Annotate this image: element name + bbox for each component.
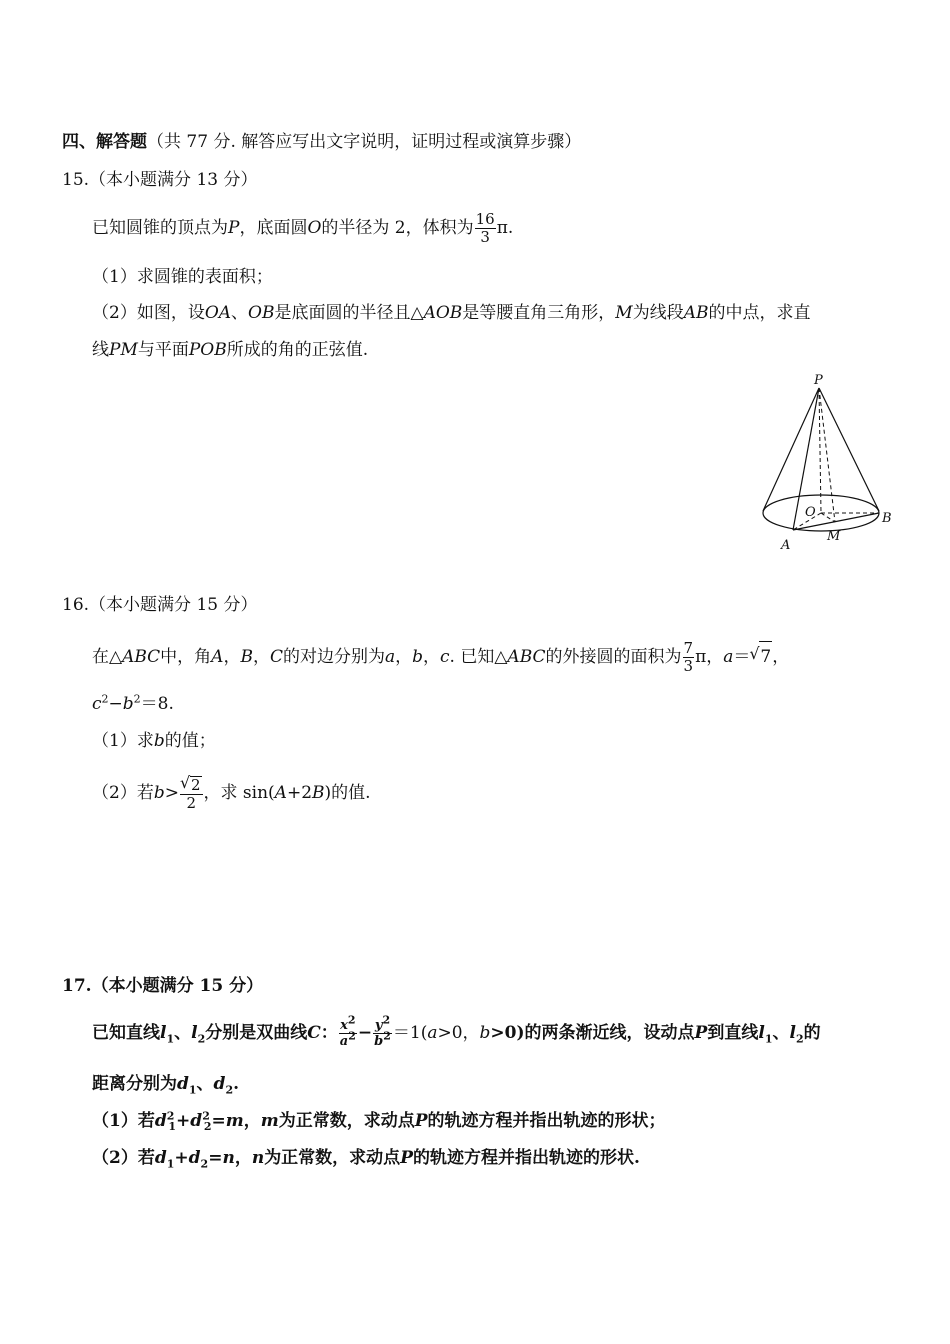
problem-score: （本小题满分 15 分） (89, 595, 258, 615)
var-d: d (154, 1148, 167, 1168)
text: +2 (286, 783, 313, 803)
text: 是等腰直角三角形， (462, 303, 616, 323)
radicand: 2 (190, 775, 201, 794)
text: ， (252, 647, 270, 667)
var-A: A (274, 783, 287, 803)
var-b: b (153, 731, 165, 751)
var-AB: AB (683, 303, 709, 323)
text: 的轨迹方程并指出轨迹的形状； (427, 1111, 666, 1131)
segment-PM (819, 388, 835, 522)
text: 、 (174, 1023, 192, 1043)
text: 、 (772, 1023, 790, 1043)
text: 的中点，求直 (708, 303, 811, 323)
var-C: C (307, 1023, 321, 1043)
var-P: P (414, 1111, 428, 1131)
problem-15-q2-line1 (92, 302, 810, 324)
text: π. (496, 218, 514, 238)
var-O: O (307, 218, 322, 238)
text: 所成的角的正弦值. (226, 340, 369, 360)
text: 中，角 (160, 647, 212, 667)
problem-16-q2 (92, 775, 371, 812)
label-O: O (805, 505, 816, 520)
var-a: a (723, 647, 734, 667)
var-y: y (374, 1018, 383, 1033)
problem-17-header (62, 975, 263, 997)
label-B: B (882, 511, 892, 526)
sqrt-7 (750, 641, 772, 672)
subscript: 1 (168, 1120, 177, 1134)
text: ， (423, 647, 440, 667)
var-l: l (789, 1023, 796, 1043)
text: 到直线 (707, 1023, 759, 1043)
var-P: P (228, 218, 240, 238)
text: + (176, 1111, 191, 1131)
problem-16-stem-line1 (92, 640, 789, 675)
problem-number: 15. (62, 170, 90, 190)
x2-over-a2 (339, 1013, 357, 1049)
text: ＝1( (392, 1023, 428, 1043)
text: （1）求圆锥的表面积； (92, 267, 273, 287)
area-fraction (683, 640, 695, 675)
exponent: 2 (347, 1013, 356, 1027)
cone-figure (745, 370, 905, 555)
text: + (174, 1148, 189, 1168)
text: ， (234, 1148, 252, 1168)
var-m: m (260, 1111, 279, 1131)
text: 为正常数，求动点 (278, 1111, 415, 1131)
var-B: B (312, 783, 325, 803)
text: ＝8. (140, 694, 174, 714)
section-title: 四、解答题 (62, 132, 147, 152)
var-m: m (225, 1111, 244, 1131)
text: （2）若 (92, 783, 154, 803)
text: 距离分别为 (92, 1074, 177, 1094)
text: 为正常数，求动点 (264, 1148, 401, 1168)
label-A: A (781, 538, 791, 553)
text: 、 (196, 1074, 214, 1094)
text: ： (320, 1023, 338, 1043)
text: （1）求 (92, 731, 154, 751)
var-b: b (153, 783, 165, 803)
var-c: c (440, 647, 450, 667)
problem-score: （本小题满分 13 分） (89, 170, 258, 190)
var-d: d (213, 1074, 226, 1094)
problem-number: 17. (62, 976, 92, 996)
segment-OM (821, 513, 835, 522)
var-n: n (222, 1148, 235, 1168)
var-d: d (190, 1111, 203, 1131)
frac-den (373, 1029, 392, 1049)
var-P: P (400, 1148, 413, 1168)
subscript: 1 (166, 1157, 175, 1171)
frac-den: 2 (180, 794, 203, 812)
problem-16-header (62, 594, 258, 616)
var-n: n (251, 1148, 265, 1168)
text: π， (695, 647, 724, 667)
var-d: d (177, 1074, 189, 1094)
radicand: 7 (759, 641, 772, 672)
text: 的对边分别为 (282, 647, 385, 667)
text: 已知直线 (92, 1023, 160, 1043)
problem-15-stem (92, 211, 513, 246)
text: ， (772, 647, 790, 667)
generatrix-left (763, 388, 819, 511)
text: 、 (231, 303, 249, 323)
volume-fraction (475, 211, 496, 246)
problem-score: （本小题满分 15 分） (91, 976, 264, 996)
var-x: x (340, 1018, 348, 1033)
text: . 已知△ (449, 647, 508, 667)
frac-den (339, 1029, 357, 1049)
frac-num: 16 (475, 210, 495, 228)
var-AOB: AOB (423, 303, 463, 323)
text: ，底面圆 (239, 218, 308, 238)
exponent: 2 (101, 692, 109, 706)
var-c: c (92, 694, 102, 714)
exponent: 2 (383, 1029, 391, 1043)
text: ， (223, 647, 241, 667)
text: ，求 sin( (203, 783, 275, 803)
text: 的半径为 2，体积为 (321, 218, 474, 238)
var-B: B (240, 647, 253, 667)
text: ＝ (733, 647, 751, 667)
exponent: 2 (202, 1109, 210, 1123)
frac-num (180, 776, 203, 794)
section-note: （共 77 分. 解答应写出文字说明，证明过程或演算步骤） (147, 132, 582, 152)
subscript: 2 (200, 1157, 209, 1171)
text: . (233, 1074, 240, 1094)
var-b: b (412, 647, 423, 667)
text: 在△ (92, 647, 123, 667)
text: 与平面 (137, 340, 189, 360)
frac-num: 7 (683, 639, 694, 657)
text: 线 (92, 340, 109, 360)
subscript: 1 (764, 1032, 773, 1046)
problem-15-q1 (92, 266, 273, 288)
y2-over-b2 (373, 1013, 392, 1049)
height-PO (819, 388, 821, 513)
subscript: 1 (188, 1083, 197, 1097)
var-A: A (211, 647, 224, 667)
problem-16-q1 (92, 730, 216, 752)
var-a: a (384, 647, 396, 667)
problem-15-header (62, 169, 258, 191)
var-M: M (615, 303, 633, 323)
frac-den: 3 (475, 228, 496, 246)
text: 的值； (164, 731, 216, 751)
text: )的值. (324, 783, 371, 803)
text: 的 (803, 1023, 821, 1043)
subscript: 2 (795, 1032, 804, 1046)
sqrt2-over-2 (180, 776, 203, 812)
var-b: b (479, 1023, 491, 1043)
subscript: 2 (203, 1120, 212, 1134)
problem-17-stem-line2 (92, 1073, 239, 1095)
sqrt-2 (181, 776, 202, 794)
subscript: 2 (225, 1083, 234, 1097)
var-a: a (339, 1034, 349, 1049)
section-header (62, 131, 581, 153)
var-OB: OB (248, 303, 275, 323)
var-b: b (374, 1034, 384, 1049)
text: 的轨迹方程并指出轨迹的形状. (412, 1148, 640, 1168)
var-a: a (427, 1023, 438, 1043)
text: 已知圆锥的顶点为 (92, 218, 228, 238)
text: >0， (437, 1023, 480, 1043)
problem-17-q2 (92, 1147, 640, 1169)
frac-den: 3 (683, 657, 694, 675)
var-d: d (188, 1148, 201, 1168)
var-OA: OA (204, 303, 232, 323)
problem-17-q1 (92, 1110, 666, 1132)
text: ， (243, 1111, 261, 1131)
text: − (357, 1023, 373, 1043)
label-M: M (827, 529, 841, 544)
var-ABC: ABC (122, 647, 161, 667)
var-l: l (758, 1023, 765, 1043)
label-P: P (814, 373, 823, 388)
var-b: b (122, 694, 134, 714)
var-C: C (269, 647, 283, 667)
text: 的外接圆的面积为 (545, 647, 682, 667)
exponent: 2 (348, 1029, 356, 1043)
text: = (208, 1148, 223, 1168)
problem-15-q2-line2 (92, 339, 368, 361)
problem-17-stem-line1 (92, 1015, 821, 1051)
var-POB: POB (188, 340, 227, 360)
text: > (164, 783, 179, 803)
text: （2）若 (92, 1148, 155, 1168)
exponent: 2 (382, 1013, 391, 1027)
subscript: 2 (197, 1032, 206, 1046)
var-l: l (160, 1023, 167, 1043)
text: = (211, 1111, 226, 1131)
var-ABC: ABC (507, 647, 546, 667)
var-PM: PM (109, 340, 138, 360)
text: >0)的两条渐近线，设动点 (490, 1023, 695, 1043)
exponent: 2 (166, 1109, 175, 1123)
var-l: l (191, 1023, 198, 1043)
text: ， (395, 647, 413, 667)
subscript: 1 (166, 1032, 175, 1046)
text: 为线段 (632, 303, 684, 323)
generatrix-right (819, 388, 879, 511)
exponent: 2 (133, 692, 141, 706)
problem-number: 16. (62, 595, 90, 615)
var-d: d (154, 1111, 167, 1131)
text: 分别是双曲线 (205, 1023, 308, 1043)
text: （1）若 (92, 1111, 155, 1131)
base-front-arc (763, 513, 879, 531)
var-P: P (694, 1023, 708, 1043)
text: 是底面圆的半径且△ (274, 303, 424, 323)
text: − (108, 694, 123, 714)
problem-16-stem-line2 (92, 693, 174, 715)
text: （2）如图，设 (92, 303, 205, 323)
